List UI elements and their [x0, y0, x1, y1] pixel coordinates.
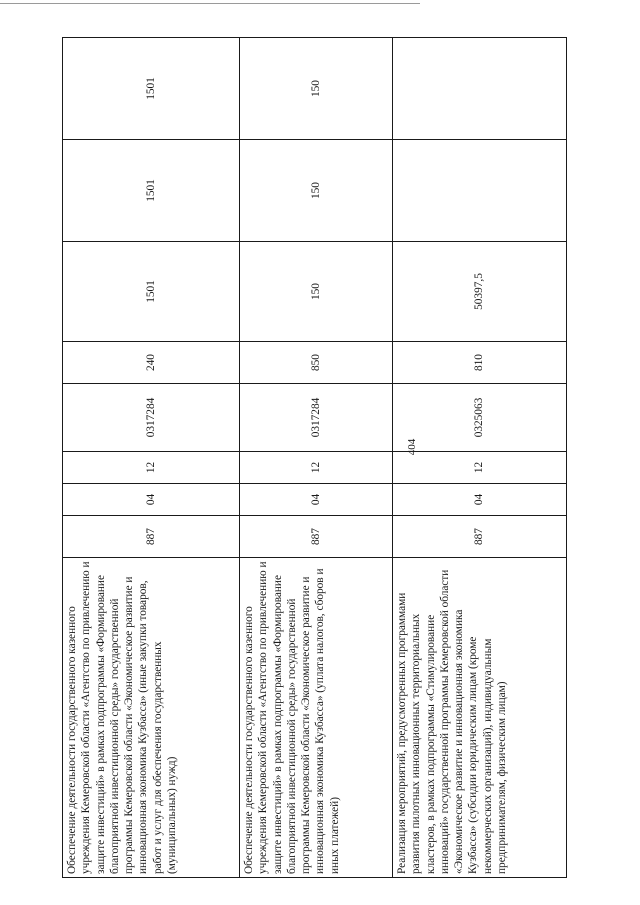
cell-target: 0317284	[240, 384, 393, 452]
cell-expense-type: 240	[63, 342, 240, 384]
cell-year2	[393, 140, 567, 242]
cell-expense-type: 810	[393, 342, 567, 384]
cell-year3	[393, 38, 567, 140]
cell-description: Обеспечение деятельности государственного казенного учреждения Кемеровской области «Агентство по привлечению и защите инвестиций» в рамках подпрограммы «Формирование благоприятной инвестиционной среды» государственной программы Кемеровской области «Экономическое развитие и инновационная экономика Кузбасса» (уплата налогов, сборов и иных платежей)	[240, 558, 393, 878]
cell-target: 0317284	[63, 384, 240, 452]
cell-year1: 50397,5	[393, 242, 567, 342]
cell-section: 04	[240, 484, 393, 516]
cell-description: Обеспечение деятельности государственного казенного учреждения Кемеровской области «Агентство по привлечению и защите инвестиций» в рамках подпрограммы «Формирование благоприятной инвестиционной среды» государственной программы Кемеровской области «Экономическое развитие и инновационная экономика Кузбасса» (иные закупки товаров, работ и услуг для обеспечения государственных (муниципальных) нужд)	[63, 558, 240, 878]
budget-table	[62, 37, 567, 878]
budget-table-rotated	[62, 38, 509, 878]
table-row	[393, 38, 567, 878]
table-row	[63, 38, 240, 878]
cell-section: 04	[63, 484, 240, 516]
cell-target: 0325063	[393, 384, 567, 452]
cell-subsection: 12	[393, 452, 567, 484]
cell-expense-type: 850	[240, 342, 393, 384]
scan-edge-line	[0, 3, 420, 4]
cell-ministry: 887	[393, 516, 567, 558]
table-row	[240, 38, 393, 878]
cell-subsection: 12	[63, 452, 240, 484]
cell-ministry: 887	[240, 516, 393, 558]
cell-year1: 150	[240, 242, 393, 342]
cell-description: Реализация мероприятий, предусмотренных программами развития пилотных инновационных территориальных кластеров, в рамках подпрограммы «Стимулирование инноваций» государственной программы Кемеровской области «Экономическое развитие и инновационная экономика Кузбасса» (субсидии юридическим лицам (кроме некоммерческих организаций), индивидуальным предпринимателям, физическим лицам)	[393, 558, 567, 878]
cell-section: 04	[393, 484, 567, 516]
cell-year1: 1501	[63, 242, 240, 342]
cell-subsection: 12	[240, 452, 393, 484]
cell-year2: 1501	[63, 140, 240, 242]
cell-ministry: 887	[63, 516, 240, 558]
cell-year2: 150	[240, 140, 393, 242]
cell-year3: 1501	[63, 38, 240, 140]
page-number: 404	[406, 438, 418, 456]
cell-year3: 150	[240, 38, 393, 140]
